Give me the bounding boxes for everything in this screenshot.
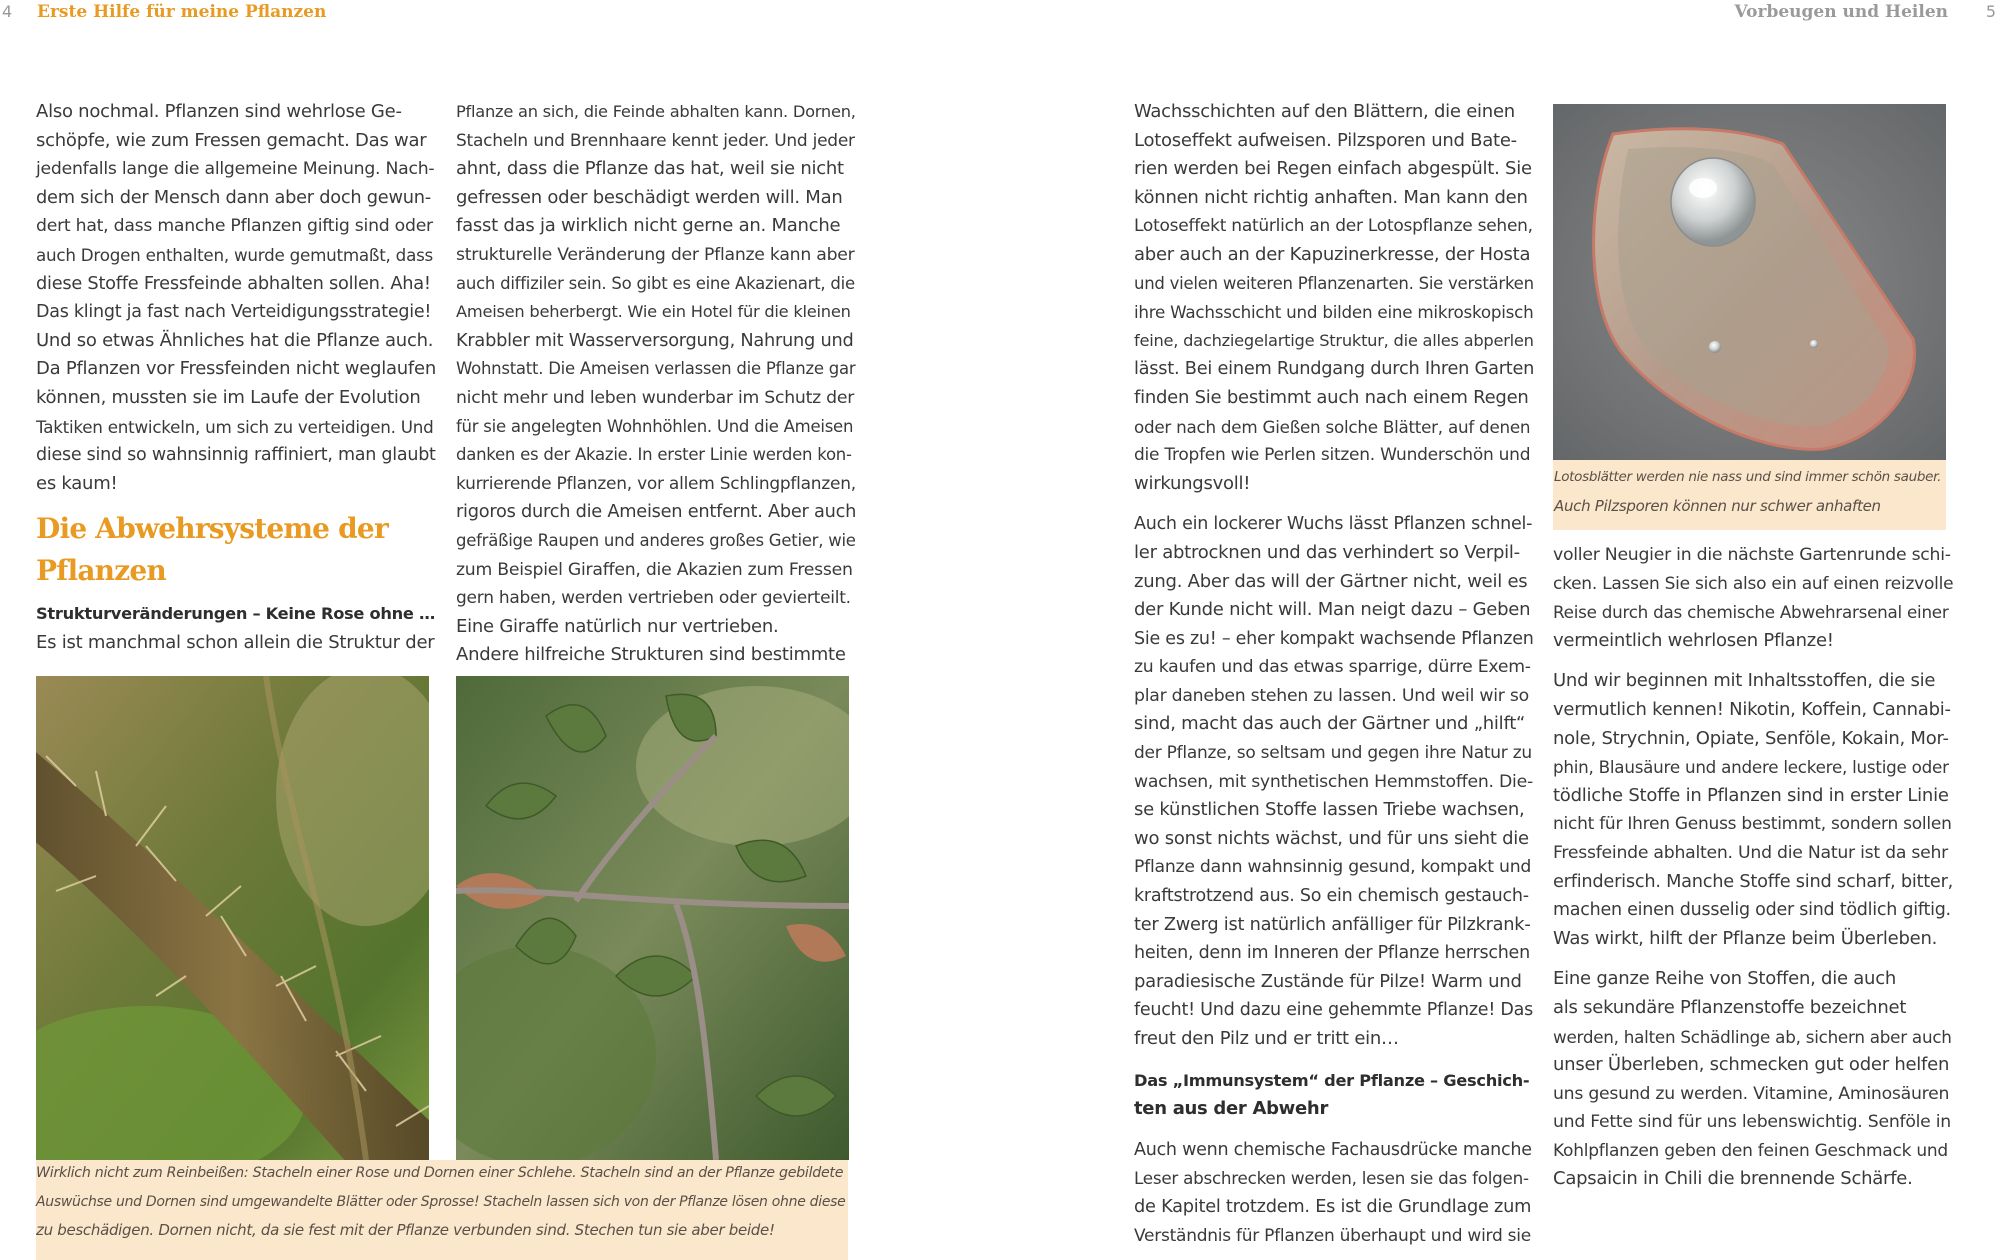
subheading-line: ten aus der Abwehr: [1134, 1098, 1329, 1120]
text-line: gefräßige Raupen und anderes großes Getier, wie: [456, 530, 856, 550]
text-line: Capsaicin in Chili die brennende Schärfe.: [1553, 1168, 1913, 1190]
text-line: Verständnis für Pflanzen überhaupt und wird sie: [1134, 1225, 1531, 1246]
text-line: Stacheln und Brennhaare kennt jeder. Und jeder: [456, 130, 855, 151]
text-line: Lotoseffekt aufweisen. Pilzsporen und Bate-: [1134, 129, 1517, 151]
text-line: diese sind so wahnsinnig raffiniert, man glaubt: [36, 445, 436, 466]
text-line: Lotoseffekt natürlich an der Lotospflanze sehen,: [1134, 216, 1533, 237]
left-page-number: 4: [2, 2, 13, 21]
text-line: auch Drogen enthalten, wurde gemutmaßt, dass: [36, 244, 434, 265]
text-line: können nicht richtig anhaften. Man kann den: [1134, 186, 1528, 208]
text-line: vermeintlich wehrlosen Pflanze!: [1553, 629, 1834, 651]
text-line: heiten, denn im Inneren der Pflanze herrschen: [1134, 943, 1530, 964]
text-line: tödliche Stoffe in Pflanzen sind in erster Linie: [1553, 784, 1949, 806]
text-line: freut den Pilz und er tritt ein…: [1134, 1028, 1399, 1049]
text-line: ler abtrocknen und das verhindert so Verpil-: [1134, 541, 1520, 563]
text-line: zu kaufen und das etwas sparrige, dürre Exem-: [1134, 657, 1531, 678]
text-line: lässt. Bei einem Rundgang durch Ihren Garten: [1134, 359, 1535, 380]
text-line: auch diffiziler sein. So gibt es eine Akazienart, die: [456, 273, 855, 293]
caption-line: Auswüchse und Dornen sind umgewandelte Blätter oder Sprosse! Stacheln lassen sich von der Pflanze lösen ohne diese: [36, 1193, 846, 1210]
text-line: Auch wenn chemische Fachausdrücke manche: [1134, 1139, 1532, 1160]
text-line: phin, Blausäure und andere leckere, lustige oder: [1553, 757, 1949, 778]
text-line: feine, dachziegelartige Struktur, die alles abperlen: [1134, 330, 1534, 350]
text-line: Andere hilfreiche Strukturen sind bestimmte: [456, 644, 846, 666]
heading-line: Pflanzen: [36, 554, 166, 588]
text-line: kraftstrotzend aus. So ein chemisch gestauch-: [1134, 886, 1529, 907]
text-line: rigoros durch die Ameisen entfernt. Aber auch: [456, 502, 857, 523]
text-line: schöpfe, wie zum Fressen gemacht. Das war: [36, 129, 427, 151]
text-line: vermutlich kennen! Nikotin, Koffein, Cannabi-: [1553, 698, 1951, 720]
text-line: oder nach dem Gießen solche Blätter, auf denen: [1134, 416, 1531, 437]
caption-line: Auch Pilzsporen können nur schwer anhaften: [1554, 496, 1881, 515]
subheading-line: Das „Immunsystem“ der Pflanze – Geschich-: [1134, 1070, 1530, 1090]
text-line: wo sonst nichts wächst, und für uns sieht die: [1134, 827, 1529, 849]
caption-line: Lotosblätter werden nie nass und sind immer schön sauber.: [1554, 469, 1942, 485]
text-line: Ameisen beherbergt. Wie ein Hotel für die kleinen: [456, 302, 851, 322]
lotus-leaf-photo: [1553, 104, 1946, 460]
text-line: Auch ein lockerer Wuchs lässt Pflanzen schnel-: [1134, 514, 1533, 535]
text-line: Eine Giraffe natürlich nur vertrieben.: [456, 615, 779, 637]
text-line: Kohlpflanzen geben den feinen Geschmack und: [1553, 1140, 1948, 1161]
text-line: dem sich der Mensch dann aber doch gewun-: [36, 187, 431, 208]
text-line: ihre Wachsschicht und bilden eine mikroskopisch: [1134, 302, 1534, 323]
text-line: zum Beispiel Giraffen, die Akazien zum Fressen: [456, 559, 853, 580]
text-line: machen einen dusselig oder sind tödlich giftig.: [1553, 900, 1951, 921]
text-line: nicht für Ihren Genuss bestimmt, sondern sollen: [1553, 814, 1952, 835]
section-heading: [36, 508, 436, 592]
text-line: sind, macht das auch der Gärtner und „hilft“: [1134, 713, 1526, 735]
text-line: können, mussten sie im Laufe der Evolution: [36, 386, 421, 408]
text-line: ahnt, dass die Pflanze das hat, weil sie nicht: [456, 158, 844, 180]
text-line: als sekundäre Pflanzenstoffe bezeichnet: [1553, 996, 1907, 1018]
text-line: Eine ganze Reihe von Stoffen, die auch: [1553, 968, 1897, 990]
subheading-immunsystem: [1134, 1067, 1534, 1124]
text-line: Fressfeinde abhalten. Und die Natur ist da sehr: [1553, 842, 1948, 863]
text-line: zung. Aber das will der Gärtner nicht, weil es: [1134, 570, 1528, 592]
caption-line: zu beschädigen. Dornen nicht, da sie fest mit der Pflanze verbunden sind. Stechen tun sie aber beide!: [36, 1221, 775, 1239]
text-line: Und so etwas Ähnliches hat die Pflanze auch.: [36, 329, 434, 351]
text-line: gern haben, werden vertrieben oder gevierteilt.: [456, 588, 851, 609]
text-line: kurrierende Pflanzen, vor allem Schlingpflanzen,: [456, 473, 856, 494]
text-line: strukturelle Veränderung der Pflanze kann aber: [456, 244, 855, 265]
text-line: Krabbler mit Wasserversorgung, Nahrung und: [456, 330, 854, 351]
text-line: uns gesund zu werden. Vitamine, Aminosäuren: [1553, 1083, 1950, 1104]
text-line: nole, Strychnin, Opiate, Senföle, Kokain, Mor-: [1553, 727, 1949, 749]
text-line: diese Stoffe Fressfeinde abhalten sollen. Aha!: [36, 273, 431, 294]
text-line: aber auch an der Kapuzinerkresse, der Hosta: [1134, 243, 1531, 265]
text-line: Das klingt ja fast nach Verteidigungsstrategie!: [36, 302, 432, 323]
text-line: se künstlichen Stoffe lassen Triebe wachsen,: [1134, 799, 1525, 821]
text-line: feucht! Und dazu eine gehemmte Pflanze! Das: [1134, 1000, 1533, 1021]
text-line: und Fette sind für uns lebenswichtig. Senföle in: [1553, 1112, 1951, 1133]
text-line: es kaum!: [36, 472, 118, 494]
column-3: [1134, 98, 1534, 1250]
right-photo-caption: [1553, 460, 1946, 530]
text-line: unser Überleben, schmecken gut oder helfen: [1553, 1054, 1950, 1076]
text-line: paradiesische Zustände für Pilze! Warm und: [1134, 970, 1522, 992]
text-line: der Pflanze, so seltsam und gegen ihre Natur zu: [1134, 743, 1532, 764]
text-line: für sie angelegten Wohnhöhlen. Und die Ameisen: [456, 416, 854, 436]
column-4: [1553, 541, 1953, 1194]
text-line: Taktiken entwickeln, um sich zu verteidigen. Und: [36, 416, 434, 437]
text-line: danken es der Akazie. In erster Linie werden kon-: [456, 445, 852, 465]
text-line: Also nochmal. Pflanzen sind wehrlose Ge-: [36, 101, 402, 122]
rose-thorns-photo: [36, 676, 429, 1160]
text-line: Wachsschichten auf den Blättern, die einen: [1134, 101, 1515, 122]
text-line: Leser abschrecken werden, lesen sie das folgen-: [1134, 1168, 1529, 1189]
col1-paragraph-1: [36, 98, 436, 498]
text-line: Da Pflanzen vor Fressfeinden nicht weglaufen: [36, 358, 436, 380]
right-running-head: Vorbeugen und Heilen: [1734, 2, 1948, 22]
text-line: jedenfalls lange die allgemeine Meinung. Nach-: [36, 159, 435, 180]
text-line: voller Neugier in die nächste Gartenrunde schi-: [1553, 545, 1951, 565]
text-line: Pflanze dann wahnsinnig gesund, kompakt und: [1134, 857, 1532, 878]
left-photo-caption: [36, 1160, 848, 1260]
text-line: cken. Lassen Sie sich also ein auf einen reizvolle: [1553, 573, 1954, 594]
text-line: wachsen, mit synthetischen Hemmstoffen. Die-: [1134, 771, 1533, 792]
text-line: und vielen weiteren Pflanzenarten. Sie verstärken: [1134, 273, 1534, 293]
right-page-number: 5: [1985, 2, 1996, 21]
text-line: Pflanze an sich, die Feinde abhalten kann. Dornen,: [456, 102, 856, 121]
left-running-head: Erste Hilfe für meine Pflanzen: [37, 2, 327, 22]
blackthorn-photo: [456, 676, 849, 1160]
column-2: [456, 98, 856, 670]
text-line: Und wir beginnen mit Inhaltsstoffen, die sie: [1553, 670, 1936, 692]
text-line: Sie es zu! – eher kompakt wachsende Pflanzen: [1134, 628, 1534, 649]
text-line: rien werden bei Regen einfach abgespült. Sie: [1134, 158, 1532, 180]
text-line: Wohnstatt. Die Ameisen verlassen die Pflanze gar: [456, 359, 856, 379]
text-line: werden, halten Schädlinge ab, sichern aber auch: [1553, 1026, 1952, 1047]
text-line: fasst das ja wirklich nicht gerne an. Manche: [456, 215, 841, 237]
text-line: der Kunde nicht will. Man neigt dazu – Geben: [1134, 599, 1531, 621]
heading-line: Die Abwehrsysteme der: [36, 512, 388, 546]
text-line: gefressen oder beschädigt werden will. Man: [456, 186, 843, 208]
text-line: ter Zwerg ist natürlich anfälliger für Pilzkrank-: [1134, 914, 1531, 935]
caption-line: Wirklich nicht zum Reinbeißen: Stacheln einer Rose und Dornen einer Schlehe. Stacheln sind an der Pflanze gebildete: [36, 1165, 844, 1181]
column-1: [36, 98, 436, 658]
text-line: nicht mehr und leben wunderbar im Schutz der: [456, 387, 855, 408]
text-line: dert hat, dass manche Pflanzen giftig sind oder: [36, 216, 433, 237]
text-line: finden Sie bestimmt auch nach einem Regen: [1134, 386, 1529, 408]
text-line: Reise durch das chemische Abwehrarsenal einer: [1553, 602, 1949, 623]
text-line: die Tropfen wie Perlen sitzen. Wunderschön und: [1134, 445, 1531, 466]
text-line: wirkungsvoll!: [1134, 472, 1251, 494]
text-line: Was wirkt, hilft der Pflanze beim Überleben.: [1553, 927, 1938, 949]
text-line: Es ist manchmal schon allein die Struktur der: [36, 631, 435, 653]
subheading: Strukturveränderungen – Keine Rose ohne …: [36, 604, 435, 624]
text-line: erfinderisch. Manche Stoffe sind scharf, bitter,: [1553, 871, 1954, 892]
text-line: de Kapitel trotzdem. Es ist die Grundlage zum: [1134, 1196, 1532, 1217]
text-line: plar daneben stehen zu lassen. Und weil wir so: [1134, 685, 1529, 706]
